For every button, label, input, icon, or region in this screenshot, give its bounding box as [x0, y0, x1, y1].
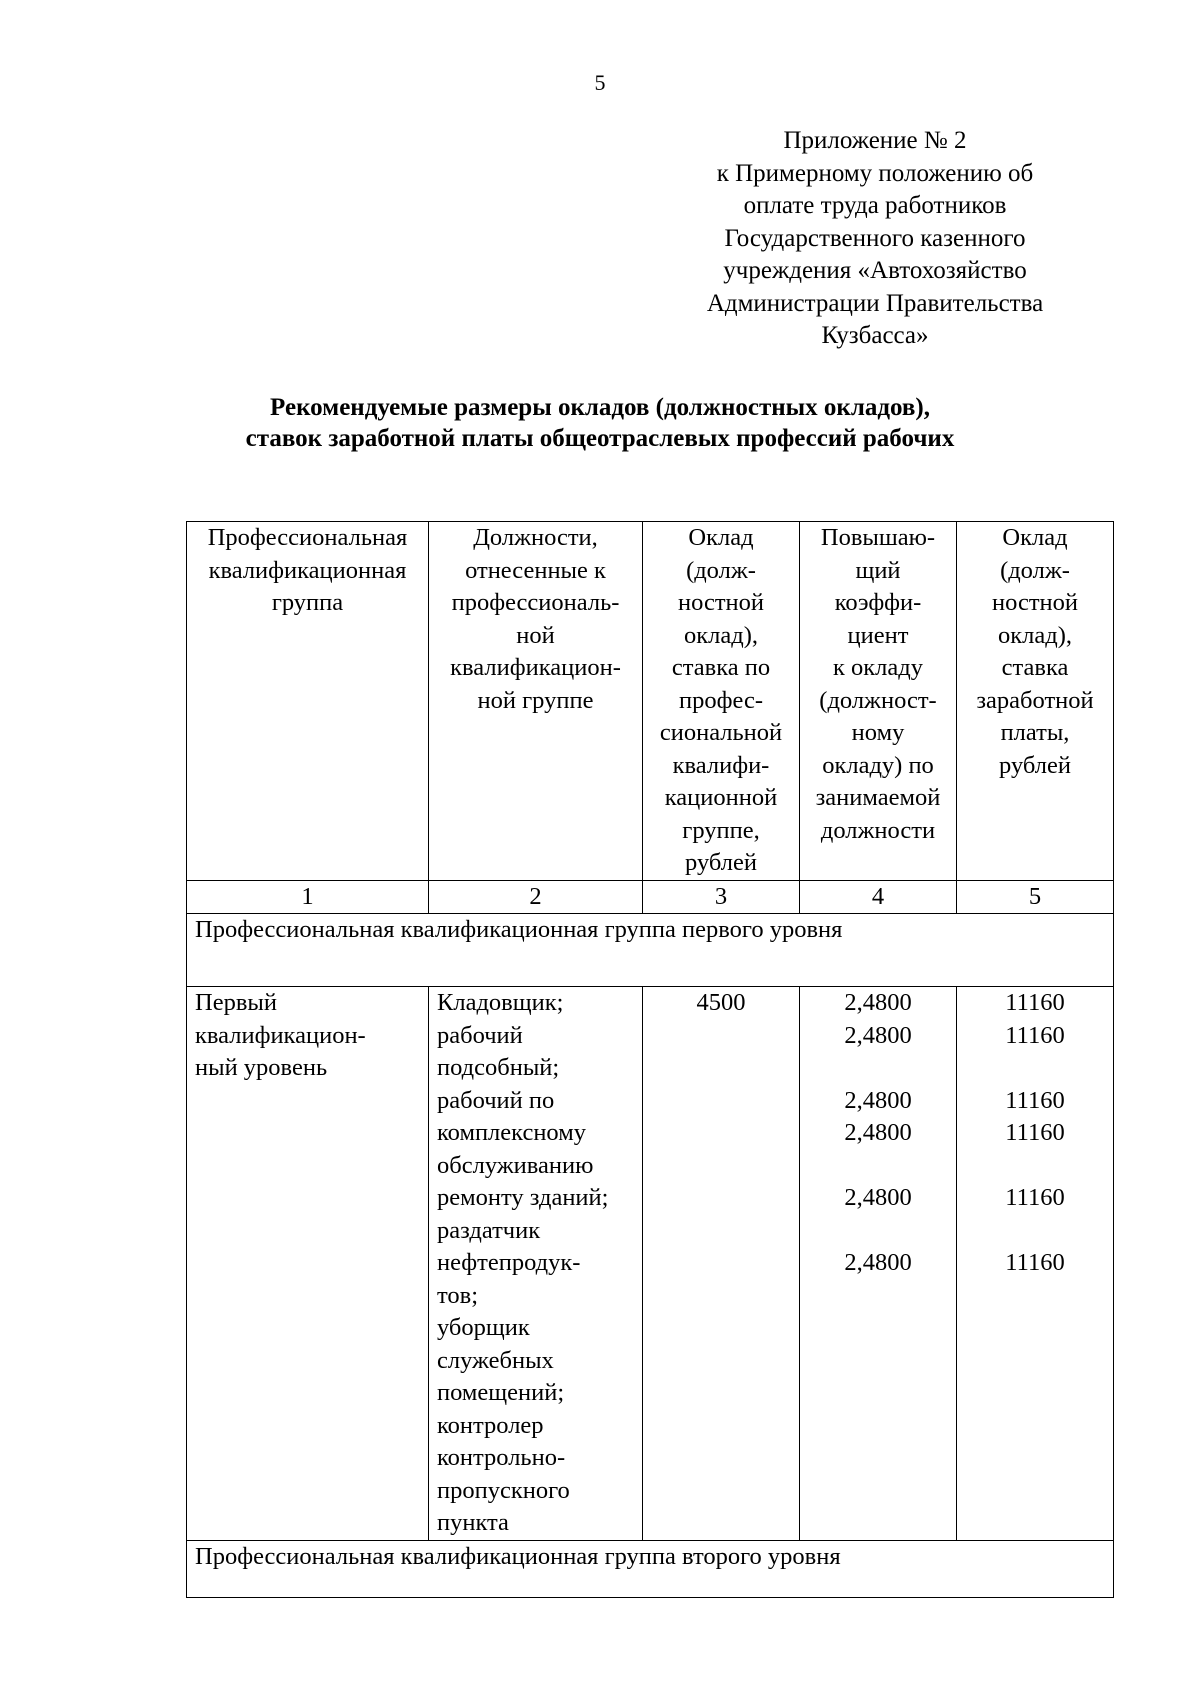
column-number-row: [187, 880, 1114, 914]
group-title-row: [187, 914, 1114, 987]
qualification-level: Первый квалификацион- ный уровень: [187, 987, 429, 1541]
header-row: [187, 522, 1114, 881]
header-positions: Должности, отнесенные к профессиональ- ной квалификацион- ной группе: [429, 522, 643, 881]
total-salary-values: 11160 11160 11160 11160 11160 11160: [957, 987, 1114, 1541]
appendix-line: Кузбасса»: [821, 322, 929, 349]
header-coefficient: Повышаю- щий коэффи- циент к окладу (должност- ному окладу) по занимаемой должности: [800, 522, 957, 881]
page-number: 5: [594, 70, 606, 95]
appendix-line: Приложение № 2: [783, 127, 967, 154]
table-row: [187, 987, 1114, 1541]
title-line-2: ставок заработной платы общеотраслевых профессий рабочих: [245, 425, 955, 452]
group1-title: Профессиональная квалификационная группа первого уровня: [187, 914, 1114, 987]
column-number: 2: [429, 880, 643, 914]
appendix-line: к Примерному положению об: [716, 159, 1034, 187]
appendix-block: [660, 125, 1090, 353]
base-salary-value: 4500: [643, 987, 800, 1541]
title-line-1: Рекомендуемые размеры окладов (должностных окладов),: [270, 394, 930, 421]
appendix-line: оплате труда работников: [743, 192, 1007, 219]
salary-table: [186, 521, 1114, 1598]
group-title-row: [187, 1540, 1114, 1597]
column-number: 1: [187, 880, 429, 914]
column-number: 4: [800, 880, 957, 914]
header-total-salary: Оклад (долж- ностной оклад), ставка заработной платы, рублей: [957, 522, 1114, 881]
appendix-line: учреждения «Автохозяйство: [723, 257, 1027, 284]
coefficient-values: 2,4800 2,4800 2,4800 2,4800 2,4800 2,4800: [800, 987, 957, 1541]
column-number: 5: [957, 880, 1114, 914]
column-number: 3: [643, 880, 800, 914]
header-base-salary: Оклад (долж- ностной оклад), ставка по профес- сиональной квалифи- кационной группе, рублей: [643, 522, 800, 881]
appendix-line: Администрации Правительства: [706, 289, 1044, 317]
appendix-line: Государственного казенного: [724, 224, 1026, 252]
header-group: Профессиональная квалификационная группа: [187, 522, 429, 881]
group2-title: Профессиональная квалификационная группа второго уровня: [187, 1540, 1114, 1597]
positions-list: Кладовщик; рабочий подсобный; рабочий по комплексному обслуживанию ремонту зданий; раздатчик нефтепродук- тов; уборщик служебных помещений; контролер контрольно- пропускного пункта: [429, 987, 643, 1541]
document-title: [0, 392, 1200, 454]
